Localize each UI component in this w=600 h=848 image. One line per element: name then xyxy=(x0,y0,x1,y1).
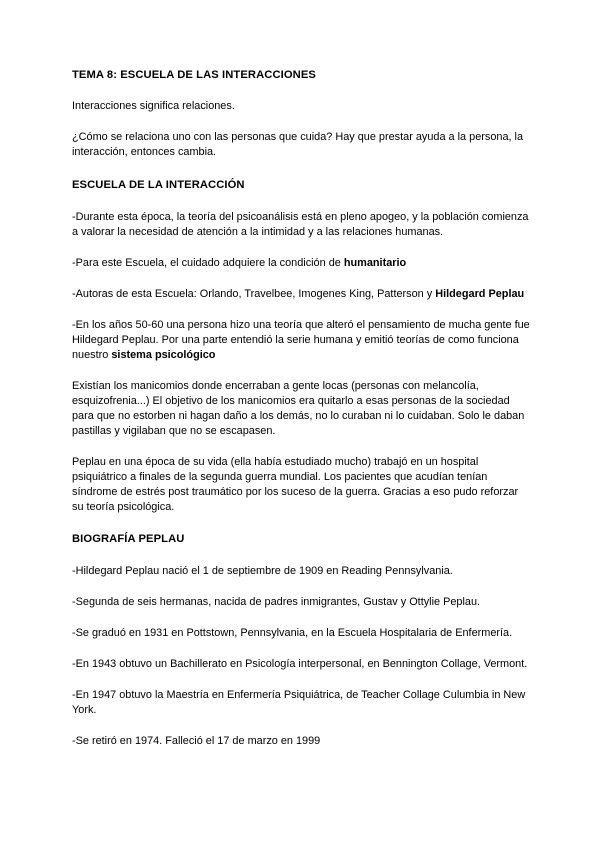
intro-paragraph-2: ¿Cómo se relaciona uno con las personas que cuida? Hay que prestar ayuda a la persona, la interacción, entonces cambia. xyxy=(72,131,524,158)
escuela-paragraph-6: Peplau en una época de su vida (ella había estudiado mucho) trabajó en un hospital psiquiátrico a finales de la segunda guerra mundial. Los pacientes que acudían tenían síndrome de estrés post traumático por los suceso de la guerra. Gracias a eso pudo reforzar su teoría psicológica. xyxy=(72,456,519,513)
section-heading-escuela: ESCUELA DE LA INTERACCIÓN xyxy=(72,179,245,191)
escuela-paragraph-5: Existían los manicomios donde encerraban a gente locas (personas con melancolía, esquizofrenia...) El objetivo de los manicomios era quitarlo a esas personas de la sociedad para que no estorben ni hagan daño a los demás, no lo curaban ni lo cuidaban. Solo le daban pastillas y vigilaban que no se escapasen. xyxy=(72,380,525,437)
escuela-paragraph-2-bold: humanitario xyxy=(343,257,407,269)
escuela-paragraph-3-bold: Hildegard Peplau xyxy=(435,288,525,300)
biografia-item: -Hildegard Peplau nació el 1 de septiembre de 1909 en Reading Pennsylvania. xyxy=(72,565,453,577)
escuela-paragraph-3 xyxy=(72,287,532,302)
document-page xyxy=(72,68,532,749)
section-heading-biografia: BIOGRAFÍA PEPLAU xyxy=(72,533,185,545)
escuela-paragraph-4 xyxy=(72,318,532,363)
intro-paragraph-1: Interacciones significa relaciones. xyxy=(72,100,235,112)
biografia-item: -Segunda de seis hermanas, nacida de padres inmigrantes, Gustav y Ottylie Peplau. xyxy=(72,596,481,608)
biografia-item: -En 1947 obtuvo la Maestría en Enfermería Psiquiátrica, de Teacher Collage Culumbia in New York. xyxy=(72,689,526,716)
biografia-item: -Se retiró en 1974. Falleció el 17 de marzo en 1999 xyxy=(72,735,321,747)
biografia-item: -En 1943 obtuvo un Bachillerato en Psicología interpersonal, en Bennington Collage, Vermont. xyxy=(72,658,528,670)
escuela-paragraph-4-text: -En los años 50-60 una persona hizo una teoría que alteró el pensamiento de mucha gente fue Hildegard Peplau. Por una parte entendió la serie humana y emitió teorías de como funciona nuestro xyxy=(72,319,530,361)
escuela-paragraph-2-text: -Para este Escuela, el cuidado adquiere la condición de xyxy=(72,257,344,269)
escuela-paragraph-3-text: -Autoras de esta Escuela: Orlando, Travelbee, Imogenes King, Patterson y xyxy=(72,288,436,300)
escuela-paragraph-4-bold: sistema psicológico xyxy=(111,349,216,361)
document-title: TEMA 8: ESCUELA DE LAS INTERACCIONES xyxy=(72,69,316,81)
escuela-paragraph-1: -Durante esta época, la teoría del psicoanálisis está en pleno apogeo, y la población comienza a valorar la necesidad de atención a la intimidad y a las relaciones humanas. xyxy=(72,211,529,238)
escuela-paragraph-2 xyxy=(72,256,532,271)
biografia-item: -Se graduó en 1931 en Pottstown, Pennsylvania, en la Escuela Hospitalaria de Enfermería. xyxy=(72,627,513,639)
